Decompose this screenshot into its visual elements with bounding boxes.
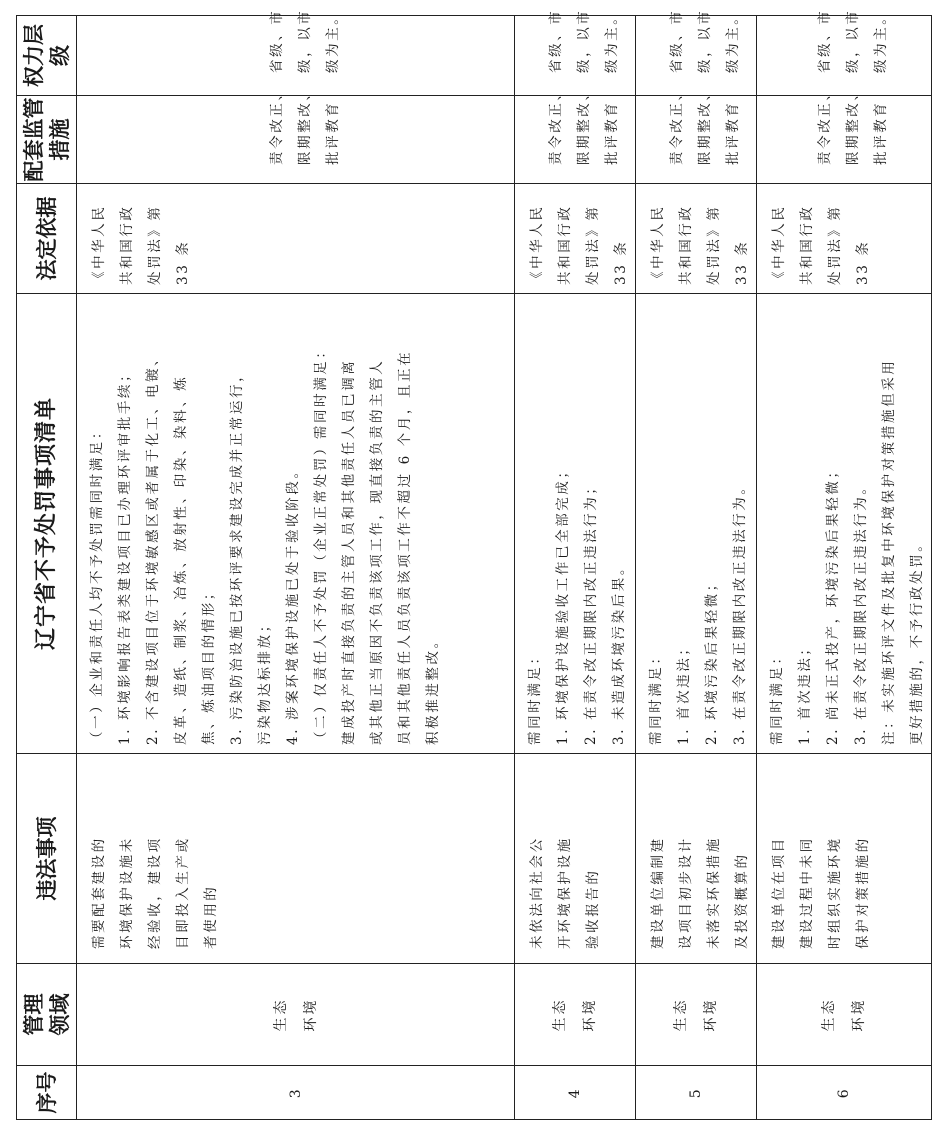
legal-basis-line: 共和国行政 (119, 204, 135, 285)
violation-item (515, 754, 636, 964)
management-field-line: 生态 (552, 997, 568, 1032)
supervision-measure-line: 限期整改、 (845, 84, 861, 165)
exemption-condition-line: 2. 在责令改正期限内改正违法行为； (583, 478, 599, 745)
violation-item-line: 未依法向社会公 (529, 836, 545, 949)
violation-item-line: 时组织实施环境 (827, 836, 843, 949)
authority-level-line: 级，以市 (296, 8, 313, 73)
management-field-line: 生态 (821, 997, 837, 1032)
authority-level-line: 级，以市 (845, 8, 861, 73)
supervision-measure-line: 责令改正、 (669, 84, 685, 165)
supervision-measure-line: 批评教育 (324, 100, 341, 165)
exemption-condition-line: 3. 污染防治设施已按环评要求建设完成并正常运行， (229, 365, 245, 745)
authority-level-line: 级为主。 (873, 8, 889, 73)
supervision-measure-line: 批评教育 (604, 100, 620, 165)
management-field-line: 生态 (673, 997, 689, 1032)
violation-item-line: 经验收，建设项 (147, 836, 163, 949)
table-row (636, 16, 757, 1120)
exemption-condition-line: 注：未实施环评文件及批复中环境保护对策措施但采用 (881, 358, 897, 745)
supervision-measure-line: 责令改正、 (268, 84, 285, 165)
authority-level-line: 级，以市 (576, 8, 592, 73)
management-field (757, 964, 932, 1066)
exemption-condition-line: 3. 在责令改正期限内改正违法行为。 (732, 478, 748, 745)
legal-basis (636, 184, 757, 294)
header-index: 序号 (17, 1066, 77, 1120)
supervision-measure-line: 限期整改、 (296, 84, 313, 165)
exemption-condition-line: 或其他正当原因不负责该项工作，现直接负责的主管人 (369, 358, 385, 745)
row-index: 3 (77, 1066, 515, 1120)
exemption-conditions (77, 294, 515, 754)
supervision-measure-line: 限期整改、 (697, 84, 713, 165)
header-measures (17, 96, 77, 184)
exemption-conditions (515, 294, 636, 754)
violation-item-line: 环境保护设施未 (119, 836, 135, 949)
exemption-condition-line: 需同时满足： (648, 648, 664, 745)
authority-level (636, 8, 757, 96)
authority-level-line: 省级、市 (548, 8, 564, 73)
violation-item-line: 目即投入生产或 (175, 836, 191, 949)
exemption-condition-line: 更好措施的，不予行政处罚。 (909, 535, 925, 745)
violation-item-line: 建设单位编制建 (650, 836, 666, 949)
header-level: 权力层级 (17, 16, 77, 96)
violation-item (636, 754, 757, 964)
exemption-condition-line: （二）仅责任人不予处罚（企业正常处罚）需同时满足： (313, 342, 329, 745)
management-field-line: 环境 (703, 997, 719, 1032)
legal-basis-line: 《中华人民 (529, 204, 545, 285)
exemption-condition-line: 1. 环境保护设施验收工作已全部完成； (555, 462, 571, 745)
exemption-condition-line: （一）企业和责任人均不予处罚需同时满足： (89, 423, 105, 745)
exemption-condition-line: 1. 首次违法； (676, 639, 692, 745)
penalty-exemption-table (16, 8, 932, 1120)
supervision-measures (757, 84, 932, 184)
authority-level-line: 级，以市 (697, 8, 713, 73)
legal-basis-line: 33 条 (855, 239, 871, 285)
violation-item-line: 验收报告的 (585, 868, 601, 949)
exemption-condition-line: 3. 在责令改正期限内改正违法行为。 (853, 478, 869, 745)
legal-basis-line: 33 条 (613, 239, 629, 285)
authority-level-line: 级为主。 (324, 8, 341, 73)
legal-basis (77, 184, 515, 294)
header-measures-label: 配套监管 措施 (21, 97, 72, 182)
exemption-conditions (757, 294, 932, 754)
legal-basis-line: 共和国行政 (799, 204, 815, 285)
violation-item-line: 需要配套建设的 (91, 836, 107, 949)
legal-basis-line: 处罚法》第 (706, 204, 722, 285)
supervision-measures (77, 84, 515, 184)
exemption-condition-line: 焦、炼油项目的情形； (201, 584, 217, 745)
authority-level-line: 级为主。 (725, 8, 741, 73)
authority-level-line: 级为主。 (604, 8, 620, 73)
header-field (17, 964, 77, 1066)
header-item: 违法事项 (17, 754, 77, 964)
management-field (636, 964, 757, 1066)
exemption-condition-line: 建成投产时直接负责的主管人员和其他责任人员已调离 (341, 358, 357, 745)
legal-basis-line: 33 条 (734, 239, 750, 285)
legal-basis-line: 《中华人民 (650, 204, 666, 285)
supervision-measure-line: 批评教育 (725, 100, 741, 165)
supervision-measures (515, 84, 636, 184)
violation-item-line: 建设单位在项目 (771, 836, 787, 949)
management-field-line: 环境 (582, 997, 598, 1032)
row-index: 6 (757, 1066, 932, 1120)
management-field-line: 环境 (302, 997, 319, 1032)
management-field (515, 964, 636, 1066)
authority-level-line: 省级、市 (669, 8, 685, 73)
violation-item-line: 建设过程中未同 (799, 836, 815, 949)
exemption-condition-line: 2. 尚未正式投产，环境污染后果轻微； (825, 462, 841, 745)
management-field (77, 964, 515, 1066)
legal-basis-line: 处罚法》第 (827, 204, 843, 285)
legal-basis-line: 33 条 (175, 239, 191, 285)
violation-item-line: 者使用的 (203, 884, 219, 949)
supervision-measure-line: 责令改正、 (548, 84, 564, 165)
exemption-condition-line: 需同时满足： (527, 648, 543, 745)
exemption-condition-line: 员和其他责任人员负责该项工作不超过 6 个月，且正在 (397, 349, 413, 745)
table-row (515, 16, 636, 1120)
legal-basis-line: 共和国行政 (557, 204, 573, 285)
supervision-measure-line: 批评教育 (873, 100, 889, 165)
exemption-condition-line: 1. 环境影响报告表类建设项目已办理环评审批手续； (117, 365, 133, 745)
management-field-line: 生态 (272, 997, 289, 1032)
violation-item-line: 设项目初步设计 (678, 836, 694, 949)
violation-item-line: 开环境保护设施 (557, 836, 573, 949)
exemption-condition-line: 积极推进整改。 (425, 632, 441, 745)
authority-level-line: 省级、市 (817, 8, 833, 73)
legal-basis-line: 处罚法》第 (147, 204, 163, 285)
row-index: 5 (636, 1066, 757, 1120)
legal-basis-line: 处罚法》第 (585, 204, 601, 285)
table-row (757, 16, 932, 1120)
exemption-condition-line: 需同时满足： (769, 648, 785, 745)
header-basis: 法定依据 (17, 184, 77, 294)
violation-item-line: 及投资概算的 (734, 852, 750, 949)
exemption-condition-line: 4. 涉案环境保护设施已处于验收阶段。 (285, 462, 301, 745)
exemption-condition-line: 皮革、造纸、制浆、冶炼、放射性、印染、染料、炼 (173, 374, 189, 745)
violation-item (77, 754, 515, 964)
exemption-condition-line: 3. 未造成环境污染后果。 (611, 559, 627, 745)
supervision-measures (636, 84, 757, 184)
violation-item-line: 未落实环保措施 (706, 836, 722, 949)
legal-basis-line: 《中华人民 (91, 204, 107, 285)
exemption-conditions (636, 294, 757, 754)
supervision-measure-line: 限期整改、 (576, 84, 592, 165)
table-row (77, 16, 515, 1120)
row-index: 4 (515, 1066, 636, 1120)
violation-item (757, 754, 932, 964)
header-field-label: 管理 领域 (21, 993, 72, 1036)
header-title: 辽宁省不予处罚事项清单 (17, 294, 77, 754)
management-field-line: 环境 (851, 997, 867, 1032)
violation-item-line: 保护对策措施的 (855, 836, 871, 949)
authority-level-line: 省级、市 (268, 8, 285, 73)
exemption-condition-line: 污染物达标排放； (257, 616, 273, 745)
exemption-condition-line: 1. 首次违法； (797, 639, 813, 745)
legal-basis-line: 共和国行政 (678, 204, 694, 285)
exemption-condition-line: 2. 不含建设项目位于环境敏感区或者属于化工、电镀、 (145, 349, 161, 745)
authority-level (757, 8, 932, 96)
authority-level (515, 8, 636, 96)
legal-basis (515, 184, 636, 294)
exemption-condition-line: 2. 环境污染后果轻微； (704, 575, 720, 745)
legal-basis (757, 184, 932, 294)
supervision-measure-line: 责令改正、 (817, 84, 833, 165)
header-row (17, 16, 77, 1120)
authority-level (77, 8, 515, 96)
legal-basis-line: 《中华人民 (771, 204, 787, 285)
